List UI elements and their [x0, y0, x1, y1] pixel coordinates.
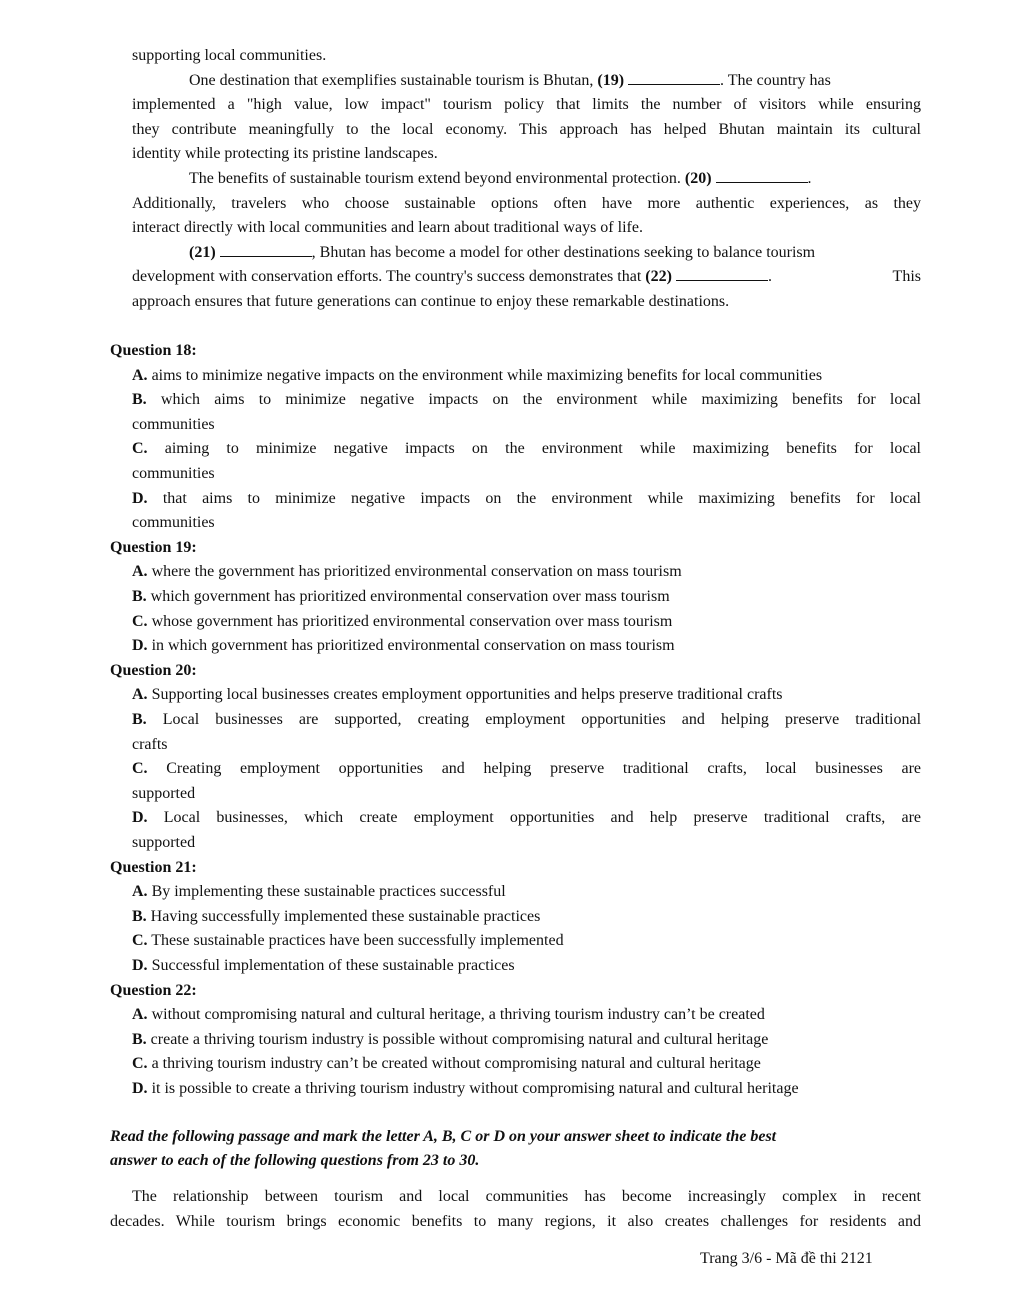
- option-text: Creating employment opportunities and helping preserve traditional crafts, local businesses are: [166, 760, 922, 778]
- option-text: which aims to minimize negative impacts on the environment while maximizing benefits for local: [160, 391, 922, 409]
- option-letter: D.: [132, 637, 148, 655]
- passage-line-20: [189, 167, 921, 191]
- option-text: supported: [132, 834, 196, 851]
- option-text: without compromising natural and cultural heritage, a thriving tourism industry can’t be created: [151, 1006, 765, 1024]
- option-letter: C.: [132, 1055, 148, 1073]
- question-title: Question 22:: [110, 981, 197, 999]
- answer-blank: [716, 168, 808, 183]
- answer-option-d: [132, 487, 921, 511]
- answer-option-c: [132, 782, 195, 806]
- passage-line: supporting local communities.: [132, 47, 327, 64]
- passage2-line: decades. While tourism brings economic benefits to many regions, it also creates challenges for residents and: [110, 1213, 921, 1230]
- answer-option-b: [132, 585, 670, 609]
- answer-option-c: [132, 929, 564, 953]
- answer-option-c: [132, 757, 921, 781]
- answer-option-a: [132, 683, 783, 707]
- option-letter: B.: [132, 588, 147, 605]
- option-text: a thriving tourism industry can’t be created without compromising natural and cultural heritage: [151, 1055, 761, 1073]
- question-title: Question 21:: [110, 858, 197, 876]
- question-title: Question 20:: [110, 661, 197, 679]
- passage-text: .: [807, 170, 812, 187]
- answer-option-c: [132, 462, 215, 486]
- option-text: whose government has prioritized environmental conservation over mass tourism: [151, 612, 673, 630]
- answer-option-d: [132, 806, 921, 830]
- option-text: Local businesses are supported, creating employment opportunities and helping preserve traditional: [162, 711, 922, 728]
- option-text: where the government has prioritized environmental conservation on mass tourism: [151, 563, 682, 581]
- option-text: aiming to minimize negative impacts on the environment while maximizing benefits for local: [164, 440, 922, 458]
- passage-text: The benefits of sustainable tourism extend beyond environmental protection.: [189, 170, 681, 187]
- option-letter: B.: [132, 711, 147, 728]
- answer-option-d: [132, 954, 515, 978]
- option-text: aims to minimize negative impacts on the environment while maximizing benefits for local communities: [151, 366, 823, 384]
- passage-line-19: [189, 69, 921, 93]
- option-letter: D.: [132, 957, 148, 974]
- passage-line: interact directly with local communities and learn about traditional ways of life.: [132, 219, 643, 236]
- option-letter: B.: [132, 907, 147, 925]
- answer-option-b: [132, 388, 921, 412]
- option-text: Supporting local businesses creates employment opportunities and helps preserve traditional crafts: [151, 686, 783, 704]
- answer-option-d: [132, 831, 195, 855]
- answer-blank: [628, 70, 720, 85]
- passage-text: One destination that exemplifies sustainable tourism is Bhutan,: [189, 72, 594, 89]
- answer-option-c: [132, 437, 921, 461]
- answer-blank: [220, 242, 312, 257]
- question-title: Question 18:: [110, 342, 197, 359]
- answer-option-a: [132, 1003, 765, 1027]
- option-text: supported: [132, 784, 196, 802]
- answer-option-b: [132, 1028, 768, 1052]
- option-text: By implementing these sustainable practices successful: [151, 883, 506, 901]
- option-letter: D.: [132, 809, 148, 827]
- answer-option-d: [132, 1077, 799, 1101]
- option-text: which government has prioritized environmental conservation over mass tourism: [150, 588, 670, 605]
- option-letter: C.: [132, 760, 148, 778]
- option-text: These sustainable practices have been successfully implemented: [151, 932, 564, 950]
- answer-option-d: [132, 634, 675, 658]
- option-letter: C.: [132, 612, 148, 630]
- option-text: Having successfully implemented these sustainable practices: [150, 907, 541, 925]
- blank-number: (21): [189, 244, 216, 261]
- passage-text: This: [892, 268, 921, 285]
- blank-number: (19): [597, 72, 625, 89]
- blank-number: (20): [684, 170, 712, 187]
- answer-option-a: [132, 560, 682, 584]
- passage-line: they contribute meaningfully to the local economy. This approach has helped Bhutan maintain its cultural: [132, 121, 921, 138]
- option-text: communities: [132, 514, 215, 532]
- passage-text: . The country has: [720, 72, 831, 89]
- answer-option-c: [132, 610, 672, 634]
- option-text: in which government has prioritized environmental conservation on mass tourism: [151, 637, 675, 655]
- option-letter: A.: [132, 563, 148, 581]
- answer-option-b: [132, 413, 215, 437]
- passage-text: development with conservation efforts. The country's success demonstrates that: [132, 268, 642, 285]
- option-letter: C.: [132, 440, 148, 458]
- answer-option-c: [132, 1052, 761, 1076]
- option-text: create a thriving tourism industry is possible without compromising natural and cultural heritage: [150, 1030, 769, 1048]
- answer-option-b: [132, 733, 168, 757]
- option-text: Local businesses, which create employment opportunities and help preserve traditional crafts, are: [163, 809, 922, 827]
- passage-line: approach ensures that future generations can continue to enjoy these remarkable destinations.: [132, 293, 730, 310]
- option-letter: A.: [132, 883, 148, 901]
- passage-line: implemented a "high value, low impact" tourism policy that limits the number of visitors while ensuring: [132, 96, 921, 113]
- option-letter: A.: [132, 1006, 148, 1024]
- option-text: Successful implementation of these sustainable practices: [151, 957, 515, 974]
- blank-number: (22): [645, 268, 672, 285]
- answer-blank: [676, 266, 768, 281]
- answer-option-b: [132, 905, 540, 929]
- instruction-line: Read the following passage and mark the letter A, B, C or D on your answer sheet to indicate the best: [110, 1128, 777, 1145]
- option-text: it is possible to create a thriving tourism industry without compromising natural and cultural heritage: [151, 1080, 799, 1097]
- passage-line-21: [189, 241, 921, 265]
- option-text: crafts: [132, 735, 168, 753]
- passage-line: Additionally, travelers who choose sustainable options often have more authentic experiences, as they: [132, 195, 921, 212]
- option-letter: A.: [132, 686, 148, 704]
- page-footer: Trang 3/6 - Mã đề thi 2121: [700, 1250, 873, 1267]
- option-text: communities: [132, 465, 215, 482]
- option-letter: B.: [132, 391, 147, 409]
- option-text: communities: [132, 415, 215, 433]
- option-letter: B.: [132, 1030, 147, 1048]
- answer-option-a: [132, 364, 822, 388]
- option-text: that aims to minimize negative impacts on the environment while maximizing benefits for local: [162, 489, 922, 507]
- option-letter: D.: [132, 489, 148, 507]
- option-letter: D.: [132, 1080, 148, 1097]
- instruction-line: answer to each of the following questions from 23 to 30.: [110, 1152, 480, 1169]
- question-title: Question 19:: [110, 538, 197, 556]
- answer-option-a: [132, 880, 506, 904]
- passage-line-22: [132, 265, 921, 289]
- option-letter: A.: [132, 366, 148, 384]
- answer-option-d: [132, 511, 215, 535]
- passage-text: , Bhutan has become a model for other destinations seeking to balance tourism: [311, 244, 816, 261]
- answer-option-b: [132, 708, 921, 732]
- passage-text: .: [767, 268, 772, 285]
- option-letter: C.: [132, 932, 148, 950]
- passage-line: identity while protecting its pristine landscapes.: [132, 145, 438, 162]
- passage2-line: The relationship between tourism and local communities has become increasingly complex in recent: [132, 1188, 921, 1205]
